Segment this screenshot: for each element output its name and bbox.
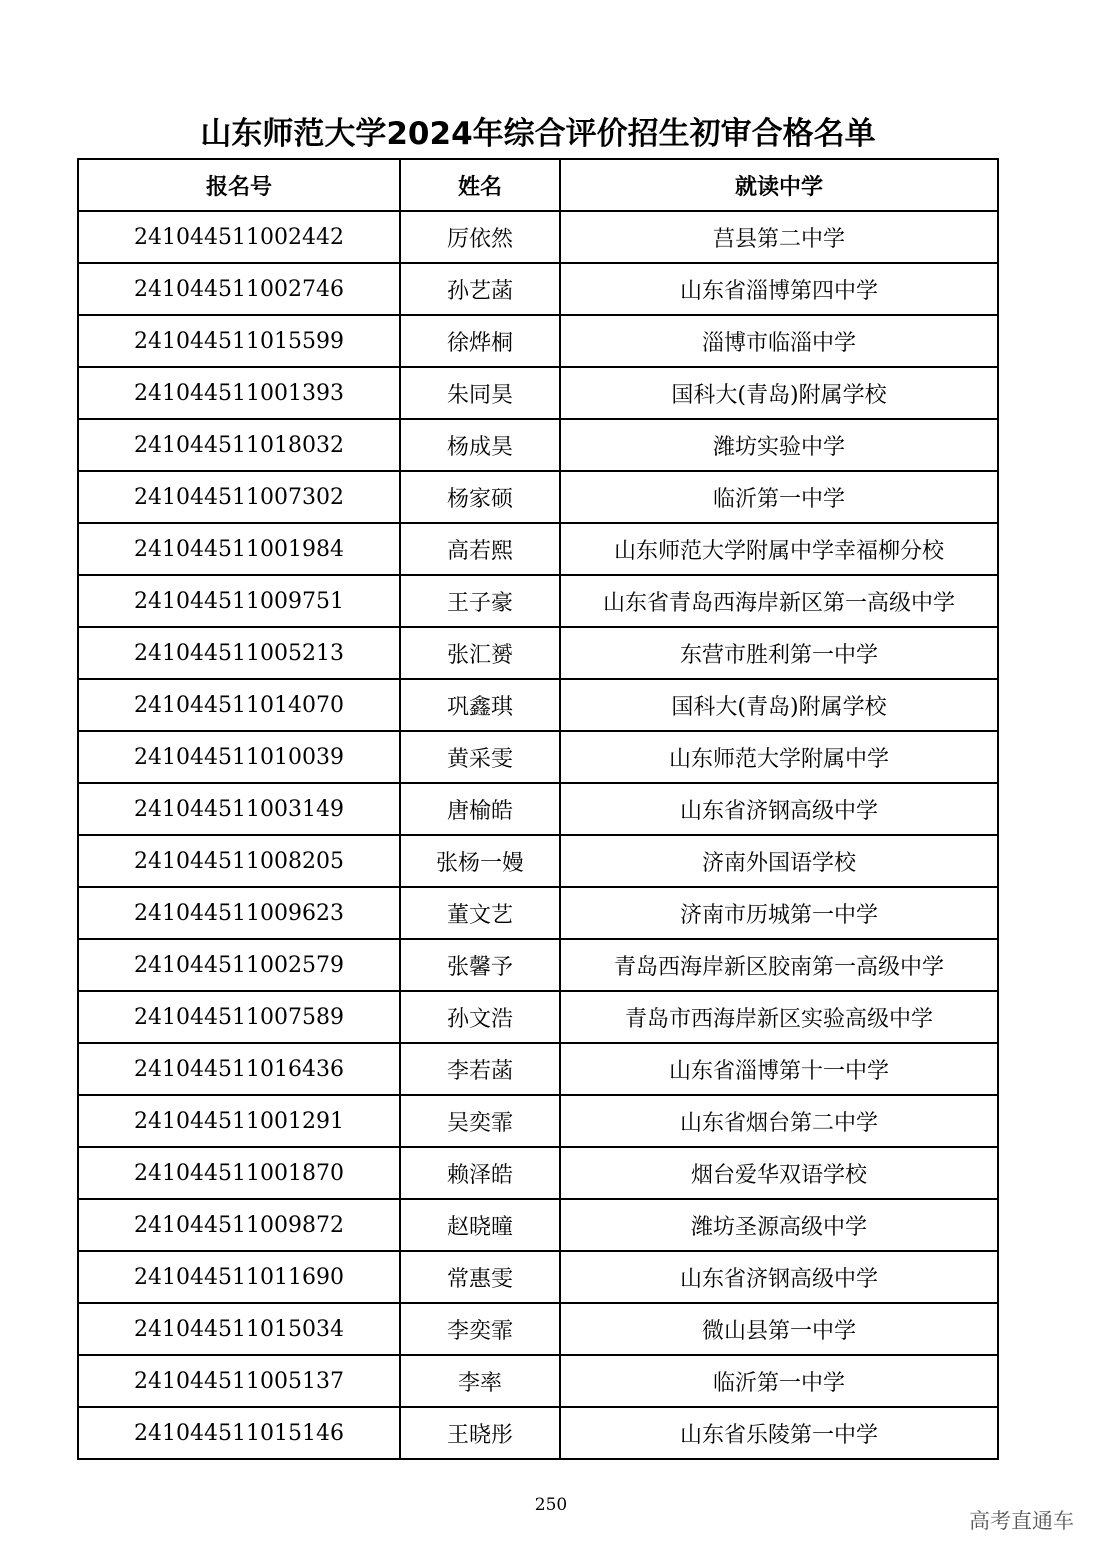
table-row <box>78 991 998 1043</box>
cell-name: 赖泽皓 <box>400 1147 560 1199</box>
cell-registration-number: 241044511005137 <box>78 1355 400 1407</box>
table-row <box>78 731 998 783</box>
cell-name: 朱同昊 <box>400 367 560 419</box>
cell-registration-number: 241044511011690 <box>78 1251 400 1303</box>
table-row <box>78 627 998 679</box>
header-registration-number: 报名号 <box>78 159 400 211</box>
cell-name: 张汇赟 <box>400 627 560 679</box>
table-row <box>78 575 998 627</box>
table-row <box>78 1147 998 1199</box>
table-row <box>78 783 998 835</box>
cell-registration-number: 241044511002746 <box>78 263 400 315</box>
cell-name: 王子豪 <box>400 575 560 627</box>
cell-school: 山东省乐陵第一中学 <box>560 1407 998 1459</box>
cell-registration-number: 241044511009751 <box>78 575 400 627</box>
cell-registration-number: 241044511001291 <box>78 1095 400 1147</box>
cell-registration-number: 241044511008205 <box>78 835 400 887</box>
cell-name: 厉依然 <box>400 211 560 263</box>
table-row <box>78 419 998 471</box>
cell-name: 孙文浩 <box>400 991 560 1043</box>
cell-name: 张杨一嫚 <box>400 835 560 887</box>
table-row <box>78 211 998 263</box>
cell-name: 李奕霏 <box>400 1303 560 1355</box>
table-row <box>78 1407 998 1459</box>
cell-name: 唐榆皓 <box>400 783 560 835</box>
cell-school: 临沂第一中学 <box>560 1355 998 1407</box>
cell-name: 董文艺 <box>400 887 560 939</box>
cell-school: 烟台爱华双语学校 <box>560 1147 998 1199</box>
cell-registration-number: 241044511001870 <box>78 1147 400 1199</box>
cell-school: 山东省烟台第二中学 <box>560 1095 998 1147</box>
table-row <box>78 471 998 523</box>
header-school: 就读中学 <box>560 159 998 211</box>
page-number: 250 <box>534 1495 568 1515</box>
cell-name: 吴奕霏 <box>400 1095 560 1147</box>
cell-school: 山东师范大学附属中学幸福柳分校 <box>560 523 998 575</box>
cell-name: 常惠雯 <box>400 1251 560 1303</box>
table-row <box>78 939 998 991</box>
cell-registration-number: 241044511015599 <box>78 315 400 367</box>
table-row <box>78 1199 998 1251</box>
cell-name: 李率 <box>400 1355 560 1407</box>
cell-school: 山东省济钢高级中学 <box>560 1251 998 1303</box>
cell-school: 山东省济钢高级中学 <box>560 783 998 835</box>
cell-school: 青岛市西海岸新区实验高级中学 <box>560 991 998 1043</box>
table-header-row <box>78 159 998 211</box>
cell-registration-number: 241044511018032 <box>78 419 400 471</box>
cell-registration-number: 241044511002579 <box>78 939 400 991</box>
table-row <box>78 523 998 575</box>
cell-school: 青岛西海岸新区胶南第一高级中学 <box>560 939 998 991</box>
cell-school: 临沂第一中学 <box>560 471 998 523</box>
cell-name: 赵晓曈 <box>400 1199 560 1251</box>
table-row <box>78 1251 998 1303</box>
watermark-text: 高考直通车 <box>969 1509 1074 1533</box>
cell-school: 山东省青岛西海岸新区第一高级中学 <box>560 575 998 627</box>
table-body <box>78 211 998 1459</box>
admission-list-table <box>77 158 999 1460</box>
cell-registration-number: 241044511009872 <box>78 1199 400 1251</box>
cell-school: 山东师范大学附属中学 <box>560 731 998 783</box>
cell-registration-number: 241044511016436 <box>78 1043 400 1095</box>
cell-registration-number: 241044511001393 <box>78 367 400 419</box>
cell-name: 徐烨桐 <box>400 315 560 367</box>
cell-registration-number: 241044511007589 <box>78 991 400 1043</box>
cell-school: 济南外国语学校 <box>560 835 998 887</box>
cell-school: 山东省淄博第十一中学 <box>560 1043 998 1095</box>
table-row <box>78 679 998 731</box>
table-row <box>78 887 998 939</box>
table-row <box>78 1043 998 1095</box>
cell-registration-number: 241044511015146 <box>78 1407 400 1459</box>
cell-registration-number: 241044511005213 <box>78 627 400 679</box>
cell-school: 东营市胜利第一中学 <box>560 627 998 679</box>
cell-registration-number: 241044511002442 <box>78 211 400 263</box>
cell-school: 淄博市临淄中学 <box>560 315 998 367</box>
cell-school: 潍坊圣源高级中学 <box>560 1199 998 1251</box>
cell-registration-number: 241044511014070 <box>78 679 400 731</box>
table-row <box>78 835 998 887</box>
table-row <box>78 1095 998 1147</box>
cell-registration-number: 241044511010039 <box>78 731 400 783</box>
cell-name: 杨成昊 <box>400 419 560 471</box>
cell-name: 巩鑫琪 <box>400 679 560 731</box>
document-title: 山东师范大学2024年综合评价招生初审合格名单 <box>200 116 876 152</box>
cell-name: 张馨予 <box>400 939 560 991</box>
table-row <box>78 263 998 315</box>
table-row <box>78 1303 998 1355</box>
header-name: 姓名 <box>400 159 560 211</box>
cell-school: 微山县第一中学 <box>560 1303 998 1355</box>
cell-registration-number: 241044511007302 <box>78 471 400 523</box>
cell-registration-number: 241044511003149 <box>78 783 400 835</box>
cell-name: 孙艺菡 <box>400 263 560 315</box>
table-row <box>78 1355 998 1407</box>
cell-name: 黄采雯 <box>400 731 560 783</box>
cell-school: 山东省淄博第四中学 <box>560 263 998 315</box>
cell-school: 潍坊实验中学 <box>560 419 998 471</box>
cell-registration-number: 241044511009623 <box>78 887 400 939</box>
cell-school: 济南市历城第一中学 <box>560 887 998 939</box>
cell-name: 高若熙 <box>400 523 560 575</box>
table-row <box>78 315 998 367</box>
table-row <box>78 367 998 419</box>
cell-registration-number: 241044511015034 <box>78 1303 400 1355</box>
cell-name: 王晓彤 <box>400 1407 560 1459</box>
cell-school: 莒县第二中学 <box>560 211 998 263</box>
cell-name: 李若菡 <box>400 1043 560 1095</box>
cell-school: 国科大(青岛)附属学校 <box>560 679 998 731</box>
cell-school: 国科大(青岛)附属学校 <box>560 367 998 419</box>
cell-name: 杨家硕 <box>400 471 560 523</box>
cell-registration-number: 241044511001984 <box>78 523 400 575</box>
